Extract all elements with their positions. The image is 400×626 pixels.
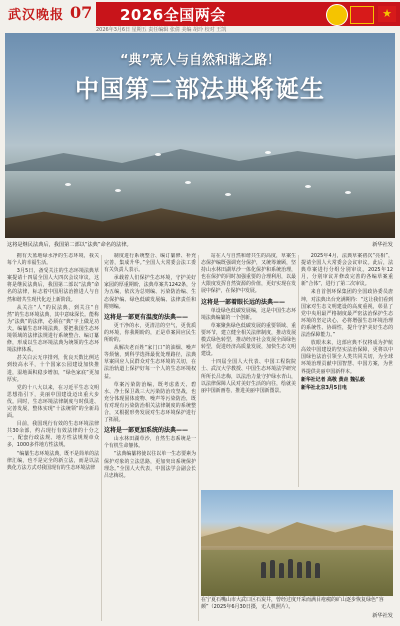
section-heading: 这将是一部更有温度的法典—— — [104, 313, 189, 321]
paragraph: 甚关白云无序排列，优良天数比例达到较高水平，十个国家公园建设加快推进，湿地面积稳步增加，“绿色家底”更加厚实。 — [7, 355, 99, 383]
hero-photo — [5, 33, 395, 238]
paragraph: 放眼未来，这部应典不仅将成为护航高效中国建设的坚实法治保障，更将以中国绿色法治引领全人类共同关切，为全球环境治理贡献中国智慧、中国方案，为世界提供美丽中国新样本。 — [301, 340, 393, 375]
paragraph: 制度进行系统整合、编订纂修、补充完善，集成升华。”全国人大常委会法工委有关负责人表示。 — [104, 253, 196, 274]
paragraph: 更干净的水，更清洁的空气，更优质的环境，你我期盼的，正是草案回应民生所盼的。 — [104, 322, 196, 344]
flag-icon — [350, 6, 374, 24]
photo-hills — [201, 516, 393, 546]
bird — [305, 185, 311, 188]
photo-credit: 新华社发 — [372, 613, 393, 619]
column-divider — [101, 255, 102, 621]
paragraph: “法典编纂将使以往以单一生态要素为保护对象的立法思路，更加突出系统保护理念。”全国人大代表，中国法学会副会长吕忠梅说。 — [104, 451, 196, 479]
bird — [265, 151, 271, 154]
photo-people — [261, 554, 331, 578]
newspaper-logo: 武汉晚报 — [8, 8, 65, 23]
byline: 新华社记者 高敬 黄垚 魏弘毅 — [301, 376, 365, 383]
person — [288, 559, 293, 578]
paragraph: 党的十八大以来，在习近平生态文明思想指引下，美丽中国建设迈出重大步伐。同时，生态环境法律制度与时俱进、完善发展，整体实现“十法统领”的全新局面。 — [7, 384, 99, 420]
hero-caption-strip — [5, 240, 395, 250]
section-title: 2026全国两会 — [120, 6, 226, 24]
person — [261, 562, 266, 578]
paragraph: 山水林田湖草沙，自然生态系统是一个有机生命躯体。 — [104, 436, 196, 450]
person — [270, 560, 275, 578]
page-number: 07 — [70, 3, 93, 22]
national-emblem-icon — [326, 4, 348, 26]
star-icon: ★ — [378, 6, 396, 22]
hero-credit: 新华社发 — [372, 242, 393, 248]
bird — [185, 181, 191, 184]
person — [315, 563, 320, 578]
bird — [155, 153, 161, 156]
paragraph: 来自首创环保集团的全国政协委员唐坤，对法典出台充满期待：“这让我们看到国家对生态文明建设的高度重视，彰显了党中央用最严格制度最严密法治保护生态环境的坚定决心，必将增强生态环境治理的系统性、协调性，提升守护美好生态的法治保障能力。” — [301, 289, 393, 339]
paragraph: 拥有天蓝地绿水净的生态环境，我关每个人的幸福生活。 — [7, 253, 99, 267]
article-column-4 — [301, 253, 393, 485]
mine-restoration-photo — [201, 490, 393, 596]
paragraph: 从关注“人”的民法典，到关注“自然”的生态环境法典，其中意味深长。能称为“法典”的法律，必须在“典”字上做足功夫。编纂生态环境法典，要把我国生态环境领域的法律法规进行系统整合、编订纂修，形成以生态环境法典为统领的生态环境法律体系。 — [7, 304, 99, 354]
article-column-2 — [104, 253, 196, 623]
paragraph: 承载着人们保护生态环境，守护美好家园的厚重期盼，法典草案共1242条，分为五编，依次为总则编、污染防治编、生态保护编、绿色低碳发展编、法律责任和附则编。 — [104, 275, 196, 310]
paragraph: 十四届全国人大代表、中国工程院院士、武汉大学教授、中国生态环境法学研究所所长吕忠梅，以法治力量守护绿水青山，以法律保障人民对美好生活的向往，绘就美丽中国新画卷，推进美丽中国新图景。 — [201, 359, 296, 394]
section-heading: 这将是一部更加系统的法典—— — [104, 427, 189, 435]
paragraph: “编纂生态环境法典，既不是简单的法律汇编，也不是完全的新立法，而是以法典化方法方式对我国现有的生态环境法律 — [7, 450, 99, 471]
paragraph: 站在人与自然和谐共生的高度，草案生态保护编既强调充分保护，又统筹兼顾，坚持山水林田湖草沙一体化保护和系统治理，也在保护的同时加强重要的合理利用，以最大限度发挥自然资源的价值，更好实现在发展中保护，在保护中发展。 — [201, 253, 296, 295]
paragraph: 单设绿色低碳发展编，这是中国生态环境法典编纂的一个创新。 — [201, 307, 296, 321]
photo-caption: 在宁夏石嘴山市大武口区石炭井，曾经过度开采而满目疮痍的矿山逐步恢复绿色“容颜”（2025年6月30日摄，无人机照片）。 — [201, 597, 384, 610]
byline: 新华社北京3月5日电 — [301, 384, 347, 391]
issue-info: 2026年3月6日 星期五 责任编辑 张倩 美编 胡玲 校对 王凯 — [96, 27, 227, 33]
section-heading: 这将是一部着眼长远的法典—— — [201, 298, 286, 306]
column-divider — [198, 255, 199, 621]
bird — [225, 193, 231, 196]
paragraph: 目前，我国现行有效的生态环境法律共30余部，约占现行有效法律的十分之一，配套行政法规、地方性法规规章众多，1000多件地方性法规。 — [7, 421, 99, 449]
paragraph: 草案聚焦绿色低碳发展的重要领域、重要环节，建立健全相关法律制度，推动发展模式绿色转型，推动经济社会发展全面绿色转型，促进经济高质量发展，加快生态文明建设。 — [201, 322, 296, 358]
paragraph: 3月5日，备受关注的生态环境法典草案提请十四届全国人大四次会议审议，这将是继民法典后，我国第二部以“法典”命名的法律，标志着中国用法治推进人与自然和谐共生现代化迈上新阶段。 — [7, 268, 99, 303]
person — [306, 561, 311, 578]
headline: 中国第二部法典将诞生 — [75, 75, 325, 103]
paragraph: 2025年4月，法典草案初次“亮相”，提请全国人大常委会会议审议。此后，法典草案进行分组分别审议。2025年12月，分别审议并修改完善的各编草案重新“合体”，进行了第二次审议。 — [301, 253, 393, 288]
page-header — [0, 0, 400, 32]
section-banner — [96, 2, 400, 26]
article-column-3 — [201, 253, 296, 485]
article-column-1 — [7, 253, 99, 623]
bird — [65, 183, 71, 186]
paragraph: 从解决老百姓“家门口”的油烟、噪声等烦恼，到科学选择最优处理路径，法典草案回应人民群众对生态环境的关切，在法治轨道上保护好每一个人的生态环境权益。 — [104, 345, 196, 380]
person — [297, 562, 302, 578]
paragraph: 草案污染防治编，既考虑蓝天、碧水、净土保卫战三大污染防治攻坚战，也充分体现固体废物、噪声等污染防治，既有对现有污染防治相关法律制度的系统整合，又根据形势发展对生态环境保护进行了拓展。 — [104, 381, 196, 424]
bird — [115, 189, 121, 192]
person — [279, 563, 284, 578]
hero-subtitle: “典”亮人与自然和谐之路！ — [119, 53, 281, 68]
hero-caption: 这将是继民法典后，我国第二部以“法典”命名的法律。 — [7, 242, 132, 248]
bird — [345, 191, 351, 194]
column-divider — [298, 255, 299, 487]
